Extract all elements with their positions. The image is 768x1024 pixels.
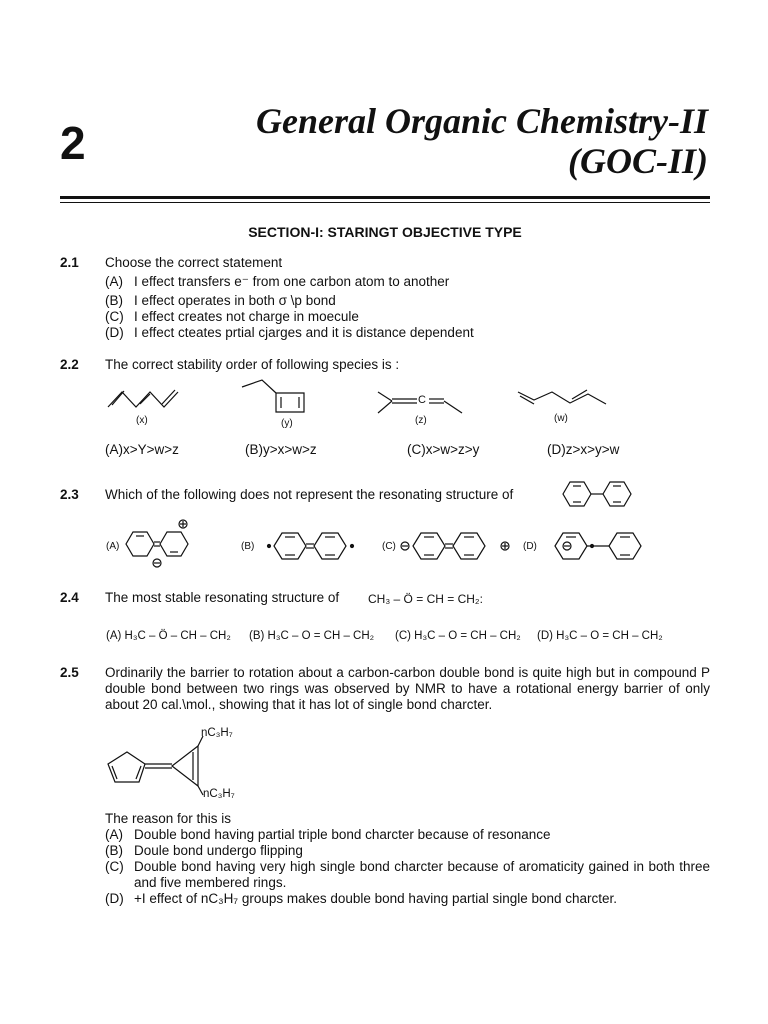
option-text: +I effect of nC₃H₇ groups makes double bond having partial single bond charcter. xyxy=(134,891,618,906)
option-label: (B) xyxy=(105,293,123,308)
option-label: (D) xyxy=(105,325,124,340)
structure-option-d xyxy=(555,533,641,559)
section-heading: SECTION-I: STARINGT OBJECTIVE TYPE xyxy=(248,224,522,240)
structure-x xyxy=(108,392,178,407)
substituent-bottom: nC₃H₇ xyxy=(203,788,235,800)
label-y: (y) xyxy=(281,418,293,429)
option-2-4-b: (B) H₃C – O = CH – CH₂ xyxy=(249,630,375,642)
option-label: (B) xyxy=(105,843,123,858)
option-text: Double bond having partial triple bond charcter because of resonance xyxy=(134,827,551,842)
structure-w xyxy=(518,390,606,404)
option-2-2-c: (C)x>w>z>y xyxy=(407,442,480,457)
question-number-2-3: 2.3 xyxy=(60,487,79,502)
question-stem-2-3: Which of the following does not represent the resonating structure of xyxy=(105,487,514,502)
allene-carbon: C xyxy=(418,394,426,406)
option-label: (A) xyxy=(105,274,123,289)
question-stem-2-4: The most stable resonating structure of xyxy=(105,590,340,605)
question-number-2-1: 2.1 xyxy=(60,255,79,270)
chapter-title: General Organic Chemistry-II xyxy=(255,101,708,141)
label-x: (x) xyxy=(136,415,148,426)
option-2-2-d: (D)z>x>y>w xyxy=(547,442,620,457)
structure-option-b xyxy=(268,533,354,559)
option-label: (A) xyxy=(105,827,123,842)
option-2-4-d: (D) H₃C – O = CH – CH₂ xyxy=(537,630,663,642)
option-label-b: (B) xyxy=(241,541,255,552)
question-number-2-4: 2.4 xyxy=(60,590,79,605)
question-number-2-2: 2.2 xyxy=(60,357,79,372)
option-label: (D) xyxy=(105,891,124,906)
question-stem-2-1: Choose the correct statement xyxy=(105,255,283,270)
chapter-subtitle: (GOC-II) xyxy=(568,141,708,181)
option-text: I effect cteates prtial cjarges and it is distance dependent xyxy=(134,325,474,340)
option-2-4-c: (C) H₃C – O = CH – CH₂ xyxy=(395,630,521,642)
option-label-d: (D) xyxy=(523,541,537,552)
option-label-c: (C) xyxy=(382,541,396,552)
structure-option-c xyxy=(401,533,509,559)
label-z: (z) xyxy=(415,415,427,426)
option-2-2-a: (A)x>Y>w>z xyxy=(105,442,179,457)
option-text: Double bond having very high single bond charcter because of aromaticity gained in both three and five membered rings. xyxy=(134,859,710,890)
structure-option-a xyxy=(126,520,188,567)
option-label: (C) xyxy=(105,309,124,324)
substituent-top: nC₃H₇ xyxy=(201,727,233,739)
option-text: I effect operates in both σ \p bond xyxy=(134,293,336,308)
question-stem-2-5: Ordinarily the barrier to rotation about a carbon-carbon double bond is quite high but in compound P double bond between two rings was observed by NMR to have a rotational energy barrier of only about 20 cal.\mol., showing that it has lot of single bond charcter. xyxy=(105,665,710,712)
structure-compound-p xyxy=(108,736,203,795)
question-number-2-5: 2.5 xyxy=(60,665,79,680)
option-2-4-a: (A) H₃C – Ö – CH – CH₂ xyxy=(106,630,231,642)
label-w: (w) xyxy=(554,413,568,424)
option-2-2-b: (B)y>x>w>z xyxy=(245,442,317,457)
question-stem-2-2: The correct stability order of following species is : xyxy=(105,357,400,372)
option-text: Doule bond undergo flipping xyxy=(134,843,303,858)
option-label: (C) xyxy=(105,859,124,874)
biphenyl-structure xyxy=(563,482,631,506)
reason-stem: The reason for this is xyxy=(105,811,232,826)
species-2-4: CH₃ – Ö = CH = CH₂: xyxy=(368,592,483,606)
chapter-number: 2 xyxy=(60,117,86,169)
option-text: I effect transfers e⁻ from one carbon atom to another xyxy=(134,274,450,289)
option-text: I effect creates not charge in moecule xyxy=(134,309,359,324)
option-label-a: (A) xyxy=(106,541,120,552)
structure-y xyxy=(242,380,304,412)
